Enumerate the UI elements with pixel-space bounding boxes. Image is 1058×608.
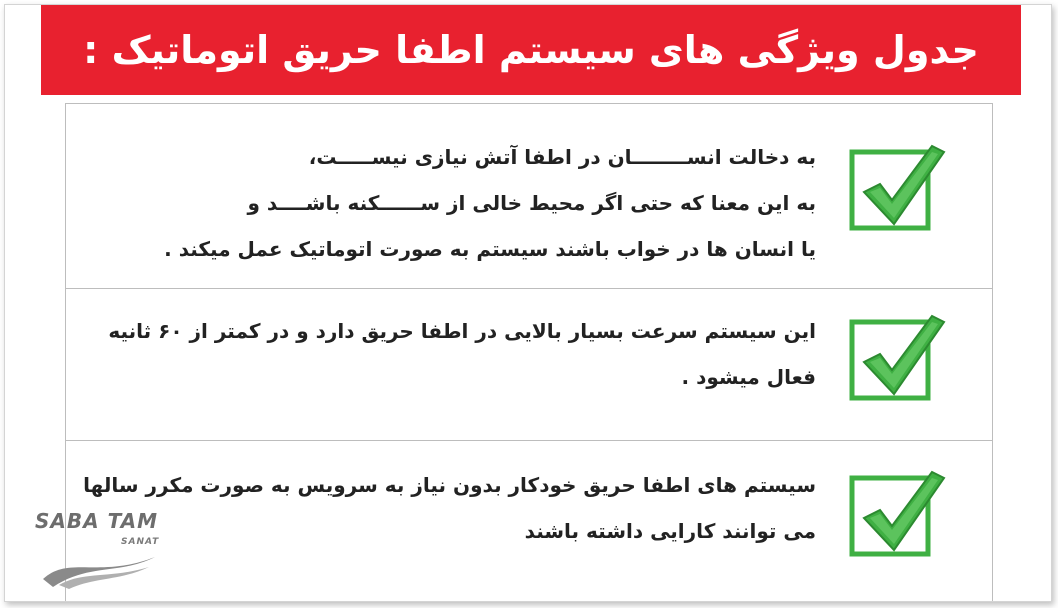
check-mark-icon [846, 138, 946, 234]
features-table [65, 103, 993, 602]
table-row [66, 104, 992, 289]
row-line: به این معنا که حتی اگر محیط خالی از ســــــکنه باشــــد و [247, 191, 816, 215]
table-row [66, 288, 992, 441]
logo-wave-icon [39, 549, 159, 589]
page-title: جدول ویژگی های سیستم اطفا حریق اتوماتیک : [83, 28, 979, 72]
title-banner [41, 5, 1021, 95]
row-line: سیستم های اطفا حریق خودکار بدون نیاز به سرویس به صورت مکرر سالها [83, 473, 816, 497]
table-row [66, 440, 992, 602]
row-line: فعال میشود . [681, 365, 816, 389]
row-line: این سیستم سرعت بسیار بالایی در اطفا حریق دارد و در کمتر از ۶۰ ثانیه [108, 319, 816, 343]
check-mark-icon [846, 464, 946, 560]
row-text [116, 134, 816, 272]
logo-sub: SANAT [121, 537, 160, 547]
row-line: یا انسان ها در خواب باشند سیستم به صورت اتوماتیک عمل میکند . [164, 237, 816, 261]
logo-name: SABA TAM [35, 509, 159, 533]
row-text [108, 308, 816, 400]
row-line: به دخالت انســــــــان در اطفا آتش نیازی نیســـــت، [308, 145, 816, 169]
row-line: می توانند کارایی داشته باشند [524, 519, 816, 543]
company-logo [35, 499, 165, 595]
document-frame [4, 4, 1052, 602]
check-mark-icon [846, 308, 946, 404]
